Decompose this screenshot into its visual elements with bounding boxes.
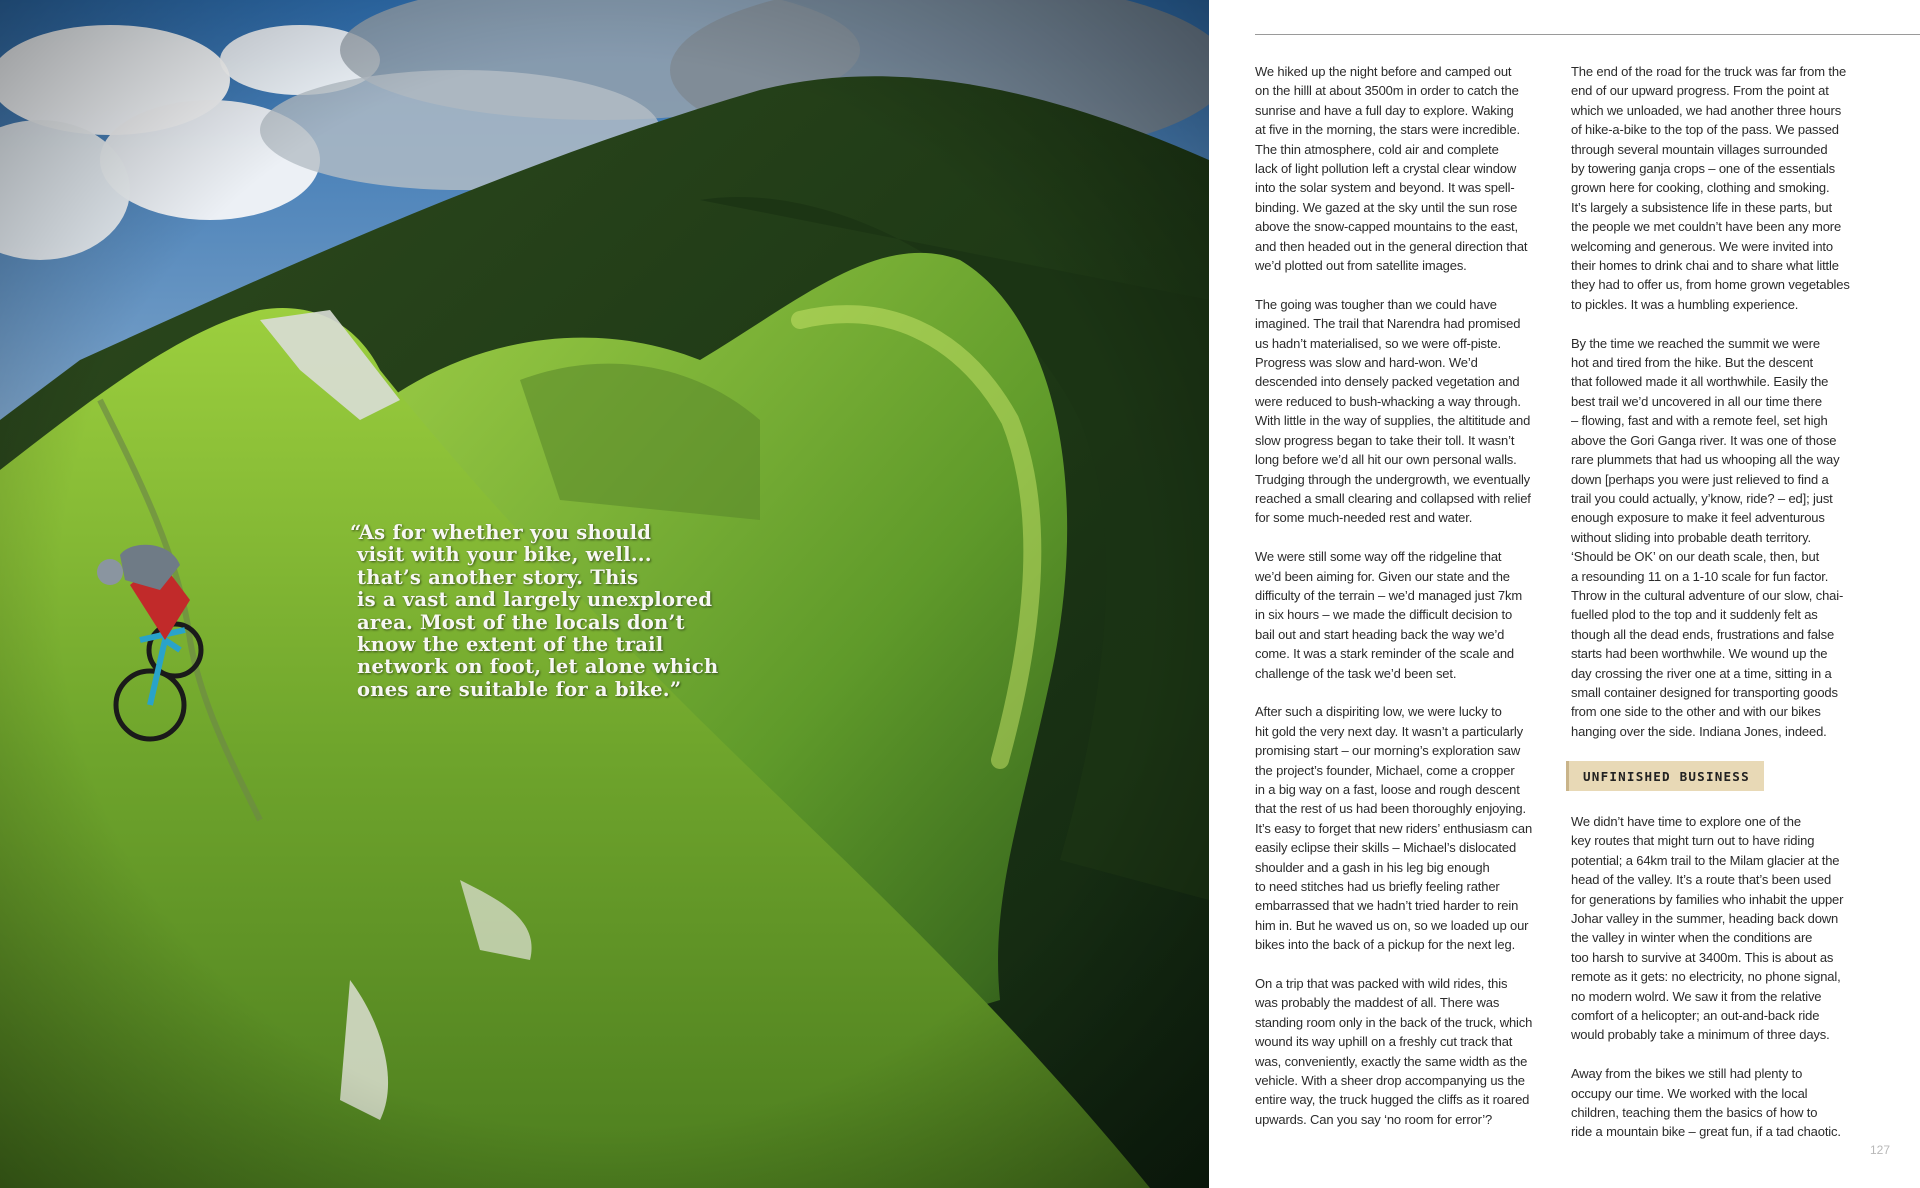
body-paragraph: The going was tougher than we could have imagined. The trail that Narendra had promised us hadn’t materialised, so we were off-piste. Progress was slow and hard-won. We’d descended into densely packed vegetation and were reduced to bush-whacking a way through. With little in the way of supplies, the altititude and slow progress began to take their toll. It wasn’t long before we’d all hit our own personal walls. Trudging through the undergrowth, we eventually reached a small clearing and collapsed with relief for some much-needed rest and water. <box>1255 296 1531 526</box>
right-text-column <box>1571 62 1867 1161</box>
pull-quote: “As for whether you should visit with your bike, well... that’s another story. This is a vast and largely unexplored area. Most of the locals don’t know the extent of the trail network on foot, let alone which ones are suitable for a bike.” <box>350 521 719 701</box>
page-number: 127 <box>1869 1143 1890 1157</box>
top-divider-rule <box>1255 34 1920 35</box>
section-heading: UNFINISHED BUSINESS <box>1566 761 1764 791</box>
body-paragraph: Away from the bikes we still had plenty to occupy our time. We worked with the local children, teaching them the basics of how to ride a mountain bike – great fun, if a tad chaotic. <box>1571 1066 1841 1140</box>
body-paragraph: The end of the road for the truck was far from the end of our upward progress. From the point at which we unloaded, we had another three hours of hike-a-bike to the top of the pass. We passed through several mountain villages surrounded by towering ganja crops – one of the essentials grown here for cooking, clothing and smoking. It’s largely a subsistence life in these parts, but the people we met couldn’t have been any more welcoming and generous. We were invited into their homes to drink chai and to share what little they had to offer us, from home grown vegetables to pickles. It was a humbling experience. <box>1571 64 1850 312</box>
body-paragraph: We were still some way off the ridgeline that we’d been aiming for. Given our state and the difficulty of the terrain – we’d managed just 7km in six hours – we made the difficult decision to bail out and start heading back the way we’d come. It was a stark reminder of the scale and challenge of the task we’d been set. <box>1255 549 1522 681</box>
article-text-page <box>1209 0 1920 1188</box>
body-paragraph: By the time we reached the summit we were hot and tired from the hike. But the descent that followed made it all worthwhile. Easily the best trail we’d uncovered in all our time there – flowing, fast and with a remote feel, set high above the Gori Ganga river. It was one of those rare plummets that had us whooping all the way down [perhaps you were just relieved to find a trail you could actually, y’know, ride? – ed]; just enough exposure to make it feel adventurous without sliding into probable death territory. ‘Should be OK’ on our death scale, then, but a resounding 11 on a 1-10 scale for fun factor. Throw in the cultural adventure of our slow, chai- fuelled plod to the top and it suddenly felt as though all the dead ends, frustrations and false starts had been worthwhile. We wound up the day crossing the river one at a time, sitting in a small container designed for transporting goods from one side to the other and with our bikes hanging over the side. Indiana Jones, indeed. <box>1571 335 1844 739</box>
body-paragraph: We didn’t have time to explore one of the key routes that might turn out to have riding potential; a 64km trail to the Milam glacier at the head of the valley. It’s a route that’s been used for generations by families who inhabit the upper Johar valley in the summer, heading back down the valley in winter when the conditions are too harsh to survive at 3400m. This is about as remote as it gets: no electricity, no phone signal, no modern wolrd. We saw it from the relative comfort of a helicopter; an out-and-back ride would probably take a minimum of three days. <box>1571 814 1844 1043</box>
body-paragraph: On a trip that was packed with wild rides, this was probably the maddest of all. There was standing room only in the back of the truck, which wound its way uphill on a freshly cut track that was, conveniently, exactly the same width as the vehicle. With a sheer drop accompanying us the entire way, the truck hugged the cliffs as it roared upwards. Can you say ‘no room for error’? <box>1255 976 1533 1127</box>
body-paragraph: We hiked up the night before and camped out on the hilll at about 3500m in order to catch the sunrise and have a full day to explore. Waking at five in the morning, the stars were incredible. The thin atmosphere, cold air and complete lack of light pollution left a crystal clear window into the solar system and beyond. It was spell- binding. We gazed at the sky until the sun rose above the snow-capped mountains to the east, and then headed out in the general direction that we’d plotted out from satellite images. <box>1255 64 1528 274</box>
body-paragraph: After such a dispiriting low, we were lucky to hit gold the very next day. It wasn’t a particularly promising start – our morning’s exploration saw the project’s founder, Michael, come a cropper in a big way on a fast, loose and rough descent that the rest of us had been thoroughly enjoying. It’s easy to forget that new riders’ enthusiasm can easily eclipse their skills – Michael’s dislocated shoulder and a gash in his leg big enough to need stitches had us briefly feeling rather embarrassed that we hadn’t tried harder to rein him in. But he waved us on, so we loaded up our bikes into the back of a pickup for the next leg. <box>1255 704 1533 953</box>
left-text-column <box>1255 62 1551 1149</box>
